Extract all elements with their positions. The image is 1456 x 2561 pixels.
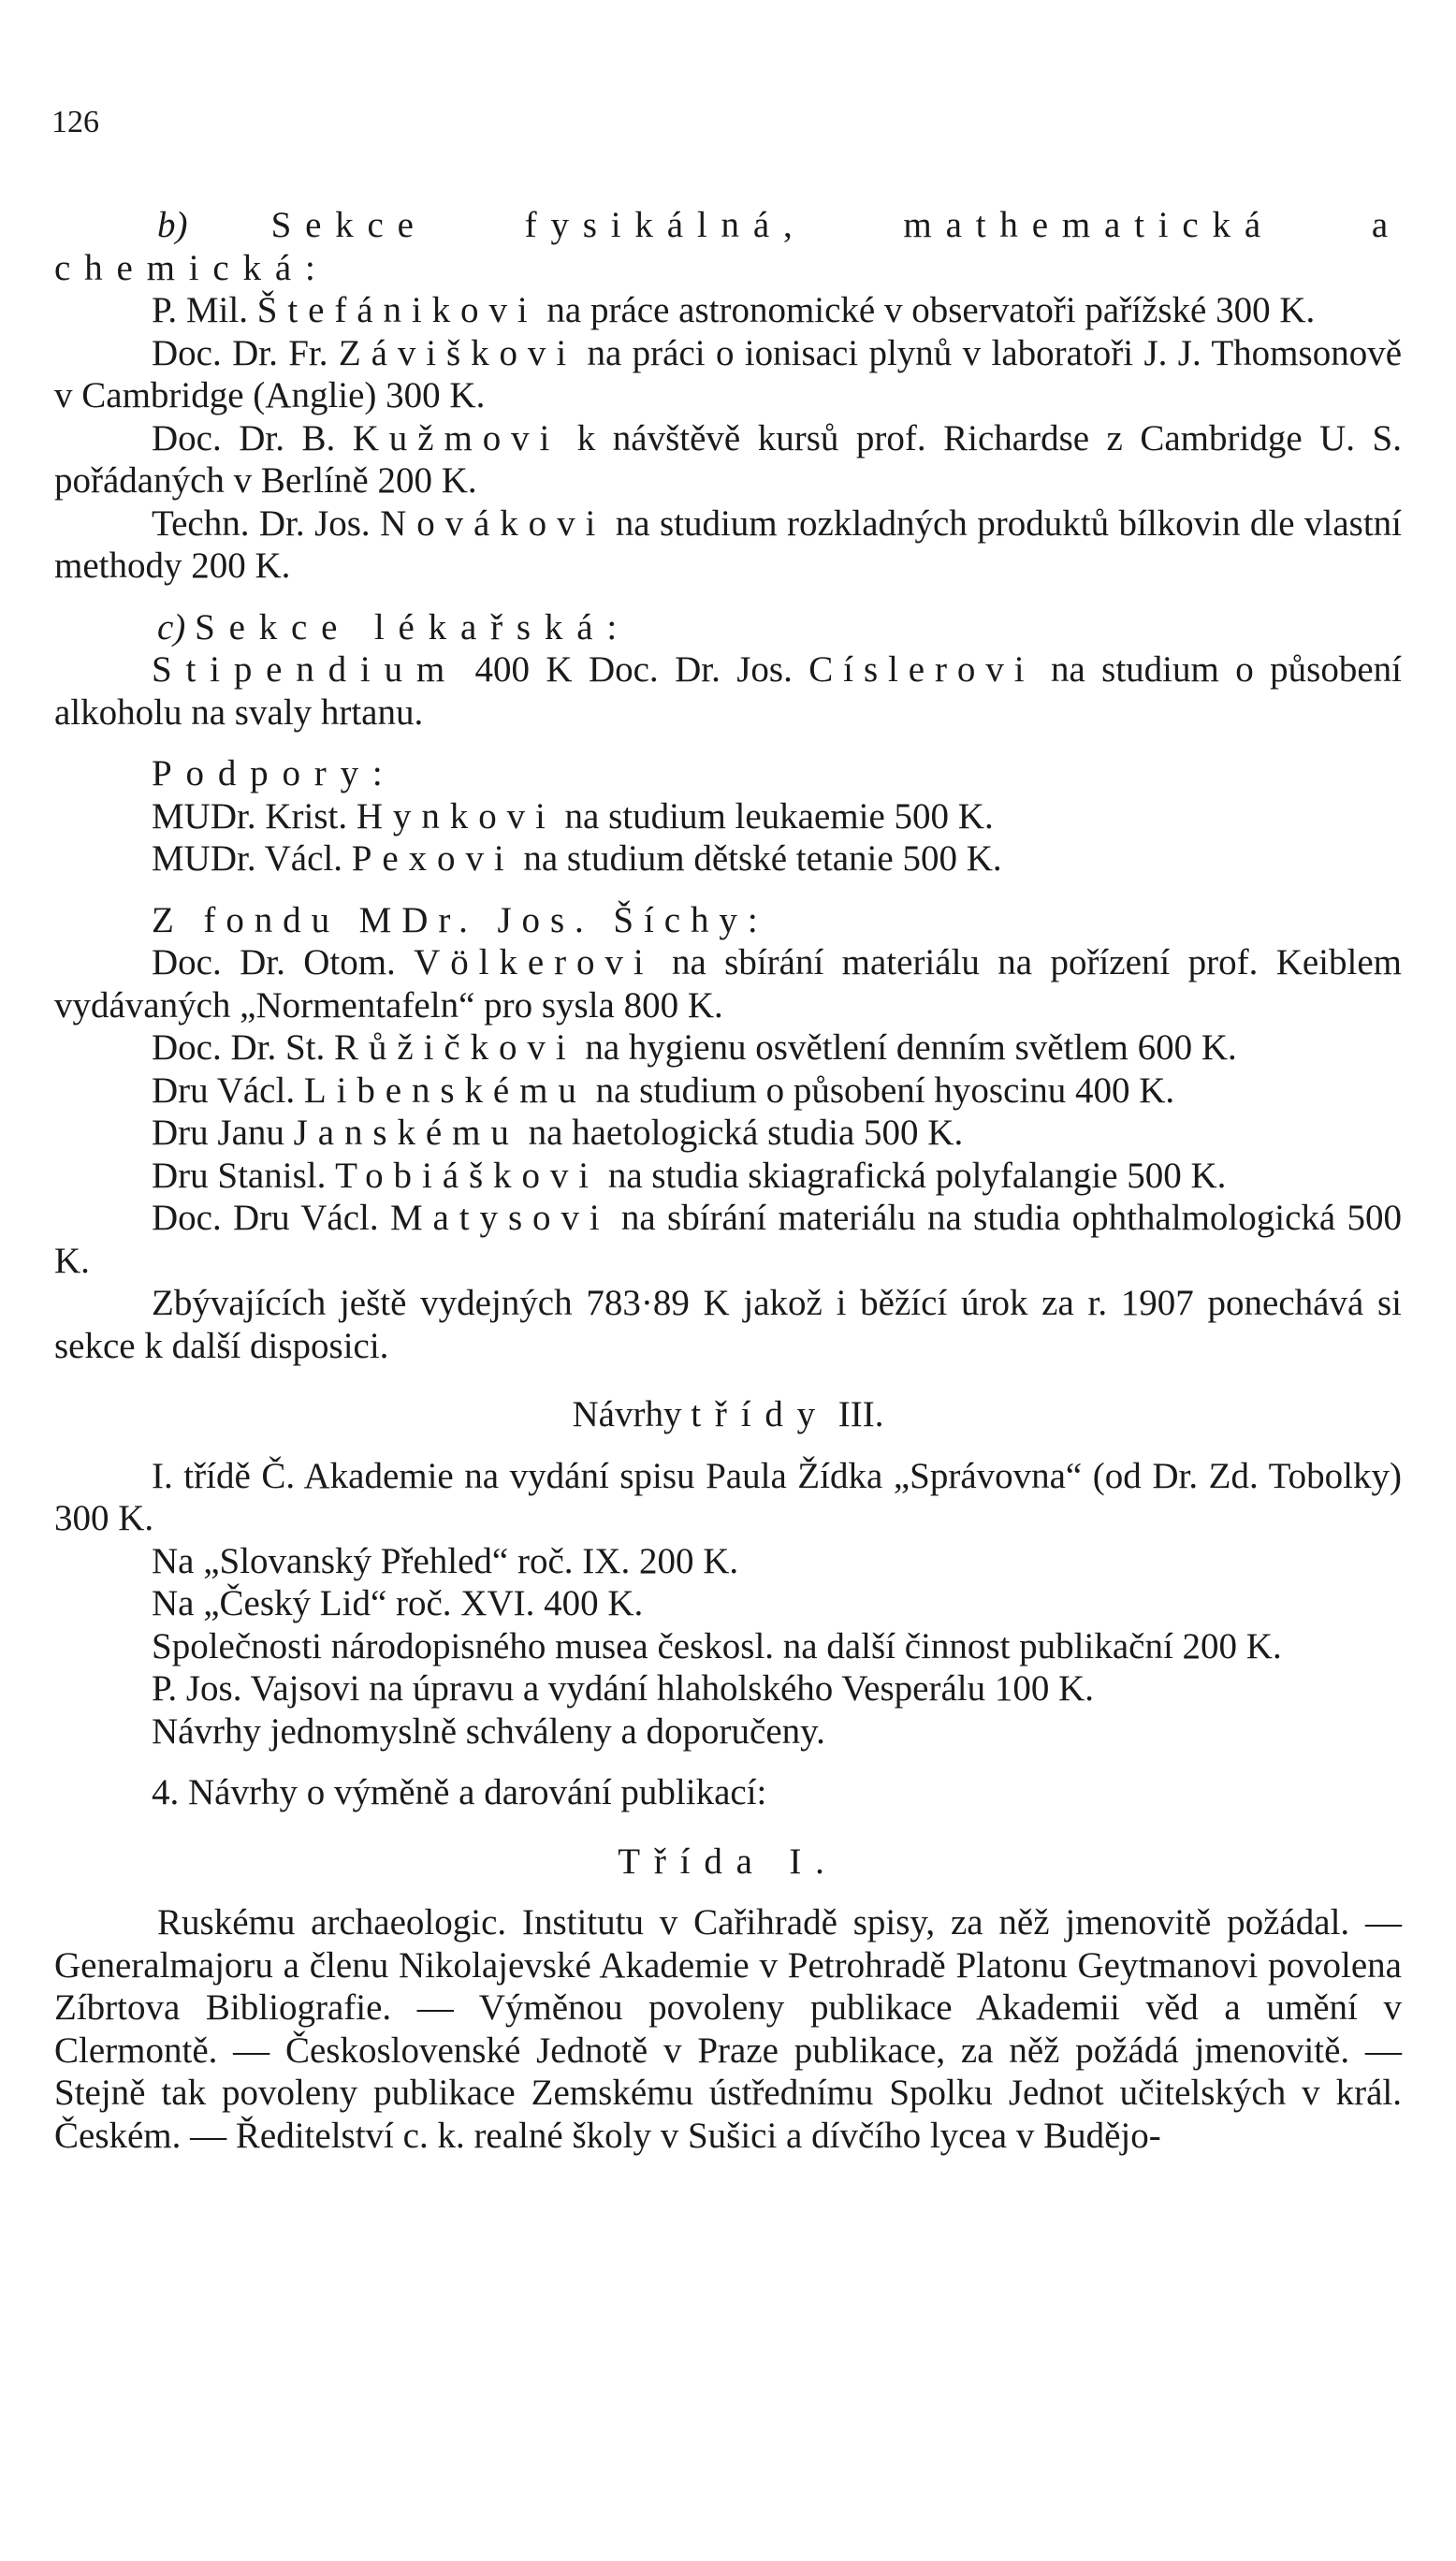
trida-3-item: Společnosti národopisného musea českosl. na další činnost publikační 200 K. — [152, 1625, 1282, 1666]
grant-entry — [54, 502, 1402, 588]
grant-entry — [54, 1197, 1402, 1282]
trida-1-heading: Třída I. — [618, 1841, 838, 1882]
entry-name: Růžičkovi — [334, 1027, 576, 1068]
fond-title: Z fondu MDr. Jos. Šíchy: — [152, 899, 768, 940]
entry-text: na studium o působení hyoscinu 400 K. — [586, 1070, 1175, 1111]
entry-name: Matysovi — [389, 1198, 610, 1238]
entry-text: na studium rozkladných produktů bílkovin dle vlastní methody 200 K. — [54, 502, 1402, 586]
fond-heading — [54, 899, 1402, 942]
trida-3-title-pre: Návrhy — [572, 1394, 692, 1434]
entry-prefix: MUDr. Krist. — [152, 795, 357, 837]
section-b-letter: b) — [157, 205, 188, 245]
grant-entry — [54, 1155, 1402, 1198]
entry-text: na studium o působení alkoholu na svaly hrtanu. — [54, 649, 1402, 733]
entry-prefix: P. Mil. — [152, 290, 257, 330]
entry-name: Tobiáškovi — [335, 1155, 600, 1196]
entry-text: na hygienu osvětlení denním světlem 600 K. — [575, 1027, 1237, 1068]
trida-3-title-word: třídy — [691, 1394, 829, 1434]
entry-text: na sbírání materiálu na studia ophthalmologická 500 K. — [54, 1198, 1402, 1281]
grant-entry — [54, 417, 1402, 502]
entry-prefix: Doc. Dru Václ. — [152, 1198, 390, 1238]
entry-text: k návštěvě kursů prof. Richardse z Cambridge U. S. pořádaných v Berlíně 200 K. — [54, 417, 1402, 501]
entry-text: na studium leukaemie 500 K. — [555, 795, 994, 837]
trida-3-item: I. třídě Č. Akademie na vydání spisu Paula Žídka „Správovna“ (od Dr. Zd. Tobolky) 300 K. — [54, 1455, 1402, 1538]
entry-prefix: Doc. Dr. Otom. — [152, 942, 415, 982]
entry-text: na sbírání materiálu na pořízení prof. Keiblem vydávaných „Normentafeln“ pro sysla 800 K. — [54, 942, 1402, 1026]
entry-text: na haetologická studia 500 K. — [518, 1113, 964, 1153]
entry-name: Císlerovi — [808, 649, 1035, 690]
entry-prefix: Doc. Dr. St. — [152, 1027, 334, 1068]
entry-prefix: MUDr. Václ. — [152, 838, 352, 879]
entry-prefix: Doc. Dr. B. — [152, 417, 353, 458]
section-b-title: Sekce fysikálná, mathematická a chemická: — [54, 205, 1402, 288]
entry-prefix: Dru Stanisl. — [152, 1155, 336, 1196]
trida-3-item: Na „Slovanský Přehled“ roč. IX. 200 K. — [152, 1540, 739, 1581]
section-c-letter: c) — [157, 606, 186, 648]
grant-entry — [54, 332, 1402, 417]
grant-entry — [54, 837, 1402, 880]
entry-name: Štefánikovi — [256, 290, 538, 330]
entry-prefix: Dru Václ. — [152, 1070, 304, 1111]
grant-entry — [54, 795, 1402, 838]
grant-entry — [54, 289, 1402, 332]
section-c-title: Sekce lékařská: — [195, 606, 631, 648]
trida-3-item: Návrhy jednomyslně schváleny a doporučeny. — [152, 1710, 825, 1752]
podpory-heading — [54, 752, 1402, 795]
stipendium-entry — [54, 648, 1402, 734]
section-c-heading — [54, 606, 1402, 649]
entry-text: na studium dětské tetanie 500 K. — [514, 838, 1002, 879]
entry-prefix: Doc. Dr. Fr. — [152, 332, 339, 373]
page-number: 126 — [51, 105, 99, 139]
entry-name: Kužmovi — [352, 417, 561, 458]
entry-name: Janskému — [293, 1113, 519, 1153]
trida-3-item: Na „Český Lid“ roč. XVI. 400 K. — [152, 1583, 644, 1623]
trida-3-item: P. Jos. Vajsovi na úpravu a vydání hlaholského Vesperálu 100 K. — [152, 1668, 1095, 1709]
entry-text: na práce astronomické v observatoři pařížské 300 K. — [537, 290, 1316, 330]
entry-name: Libenskému — [303, 1070, 587, 1111]
grant-entry — [54, 1070, 1402, 1113]
entry-name: Záviškovi — [338, 332, 577, 373]
stipendium-word: Stipendium — [152, 649, 459, 690]
trida-3-heading — [54, 1393, 1402, 1436]
entry-name: Pexovi — [351, 838, 515, 879]
remainder-note: Zbývajících ještě vydejných 783·89 K jakož i běžící úrok za r. 1907 ponechává si sekce k další disposici. — [54, 1283, 1402, 1366]
section-4-heading: 4. Návrhy o výměně a darování publikací: — [152, 1772, 767, 1812]
entry-text: na studia skiagrafická polyfalangie 500 K. — [599, 1155, 1227, 1196]
entry-name: Novákovi — [380, 502, 606, 544]
entry-prefix: Dru Janu — [152, 1113, 294, 1153]
entry-text: na práci o ionisaci plynů v laboratoři J. J. Thomsonově v Cambridge (Anglie) 300 K. — [54, 332, 1403, 415]
entry-prefix: Techn. Dr. Jos. — [152, 502, 381, 544]
section-b-heading — [54, 204, 1402, 289]
podpory-title: Podpory: — [152, 753, 397, 793]
grant-entry — [54, 1112, 1402, 1155]
entry-prefix: 400 K Doc. Dr. Jos. — [459, 649, 809, 690]
document-body — [54, 204, 1402, 2157]
entry-name: Hynkovi — [356, 795, 556, 837]
grant-entry — [54, 1026, 1402, 1070]
entry-name: Völkerovi — [414, 942, 654, 982]
trida-3-title-post: III. — [829, 1394, 884, 1434]
trida-1-text: Ruskému archaeologic. Institutu v Cařihradě spisy, za něž jmenovitě požádal. — Generalmajoru a členu Nikolajevské Akademie v Petrohradě Platonu Geytmanovi povolena Zíbrtova Bibliografie. — Výměnou povoleny publikace Akademii věd a umění v Clermontě. — Československé Jednotě v Praze publikace, za něž požádá jmenovitě. — Stejně tak povoleny publikace Zemskému ústřednímu Spolku Jednot učitelských v král. Českém. — Ředitelství c. k. realné školy v Sušici a dívčího lycea v Budějo- — [54, 1902, 1402, 2156]
grant-entry — [54, 941, 1402, 1026]
